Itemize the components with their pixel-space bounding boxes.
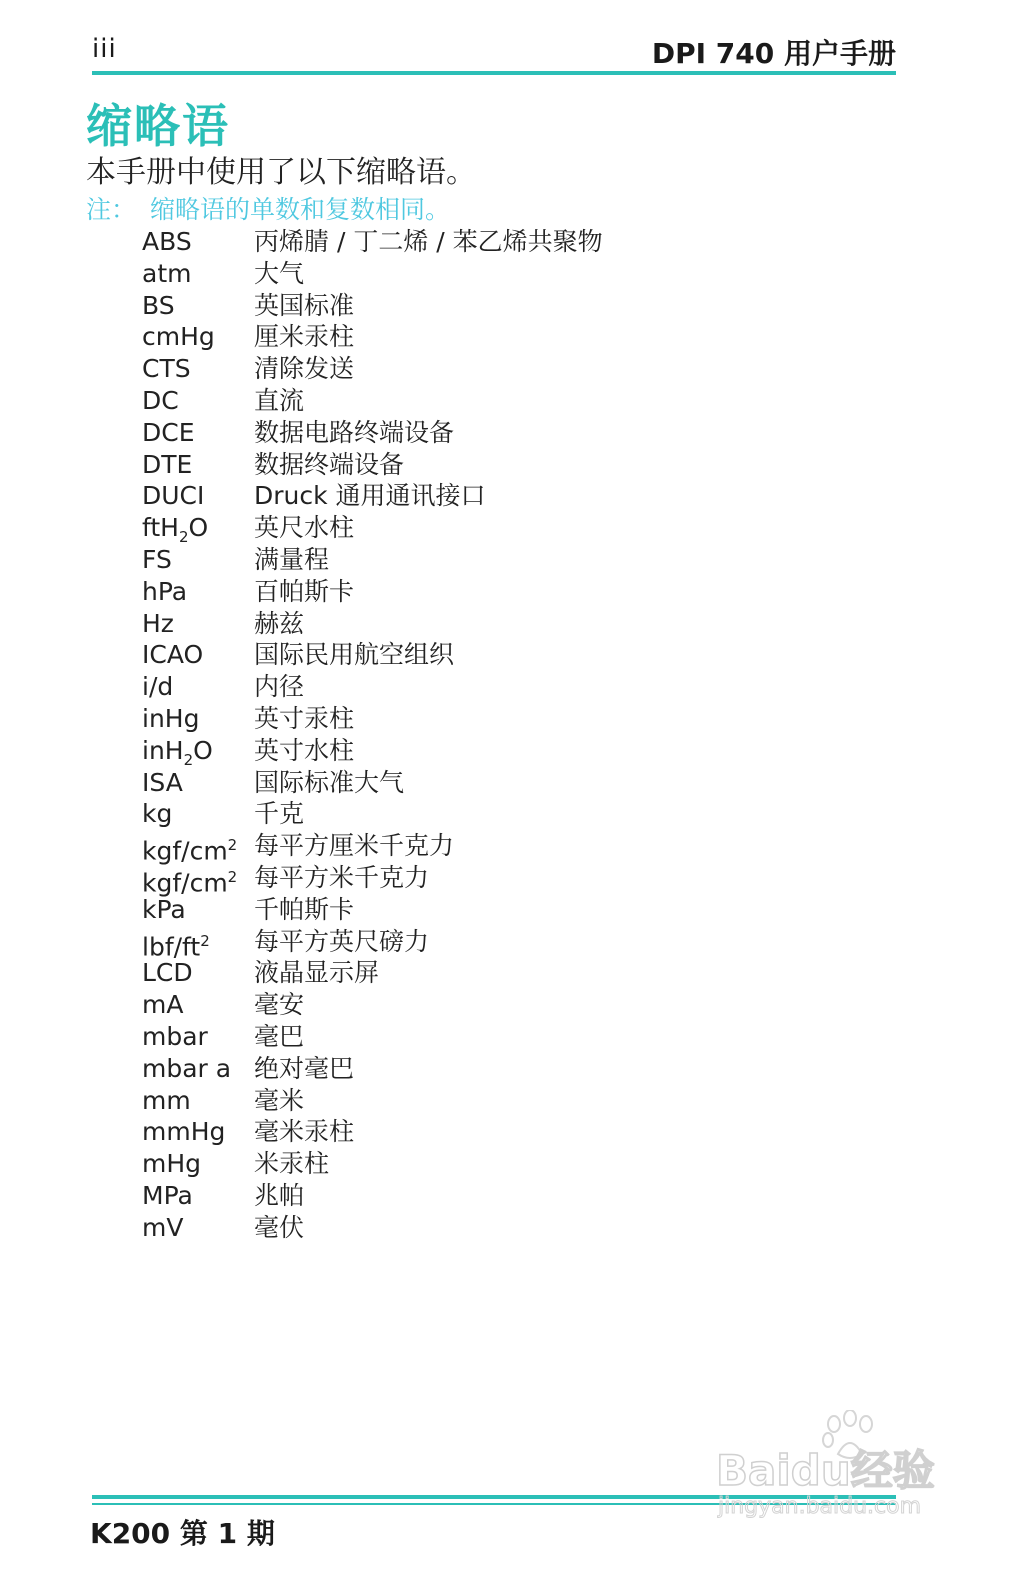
abbreviation-row	[142, 639, 842, 671]
abbreviation-definition: 毫米汞柱	[254, 1117, 355, 1147]
abbreviation-definition: 绝对毫巴	[254, 1053, 355, 1083]
abbreviation-definition: 每平方英尺磅力	[254, 926, 430, 956]
abbreviation-definition: 毫巴	[254, 1021, 305, 1051]
abbreviation-row	[142, 385, 842, 417]
watermark-logo-text: Baidu经验	[716, 1446, 935, 1495]
abbreviation-term: atm	[142, 258, 192, 288]
abbreviation-term: LCD	[142, 958, 193, 988]
abbreviation-definition: 内径	[254, 672, 305, 702]
abbreviation-row	[142, 480, 842, 512]
abbreviation-term: mV	[142, 1212, 184, 1242]
abbreviation-term: inHg	[142, 703, 200, 733]
note	[86, 190, 450, 226]
abbreviation-definition: 英寸水柱	[254, 735, 355, 765]
abbreviation-term: cmHg	[142, 322, 215, 352]
abbreviation-definition: 厘米汞柱	[254, 322, 355, 352]
abbreviation-definition: 国际民用航空组织	[254, 640, 455, 670]
abbreviation-term-superscript: 2	[227, 867, 238, 886]
abbreviation-definition: 丙烯腈 / 丁二烯 / 苯乙烯共聚物	[254, 227, 603, 256]
abbreviation-row	[142, 735, 842, 767]
abbreviation-definition: 英国标准	[254, 290, 355, 320]
abbreviation-term: ISA	[142, 767, 183, 797]
abbreviation-row	[142, 862, 842, 898]
abbreviation-row	[142, 767, 842, 799]
note-text: 缩略语的单数和复数相同。	[150, 195, 451, 224]
abbreviation-row	[142, 1148, 842, 1180]
abbreviation-term: mmHg	[142, 1117, 226, 1147]
abbreviation-row	[142, 226, 842, 258]
abbreviation-row	[142, 671, 842, 703]
abbreviation-definition: 毫伏	[254, 1212, 305, 1242]
abbreviation-term: BS	[142, 290, 175, 320]
abbreviation-row	[142, 576, 842, 608]
section-title: 缩略语	[86, 99, 230, 153]
abbreviation-term: kg	[142, 799, 173, 829]
abbreviation-term-superscript: 2	[227, 836, 238, 855]
abbreviation-row	[142, 703, 842, 735]
abbreviation-row	[142, 449, 842, 481]
abbreviation-term-base: lbf/ft	[142, 931, 201, 961]
abbreviation-row	[142, 1085, 842, 1117]
abbreviation-row	[142, 1212, 842, 1244]
abbreviation-term: FS	[142, 544, 172, 574]
abbreviation-row	[142, 417, 842, 449]
abbreviation-row	[142, 321, 842, 353]
abbreviation-definition: Druck 通用通讯接口	[254, 481, 486, 511]
abbreviation-term-suffix: O	[193, 735, 213, 765]
abbreviation-definition: 英寸汞柱	[254, 703, 355, 733]
abbreviation-row	[142, 608, 842, 640]
abbreviation-definition: 每平方米千克力	[254, 862, 430, 892]
abbreviation-row	[142, 926, 842, 961]
abbreviation-term-subscript: 2	[178, 528, 189, 547]
abbreviation-row	[142, 1180, 842, 1212]
abbreviation-definition: 每平方厘米千克力	[254, 831, 455, 861]
abbreviation-row	[142, 1116, 842, 1148]
abbreviation-row	[142, 512, 842, 547]
abbreviation-term: Hz	[142, 608, 174, 638]
abbreviation-definition: 百帕斯卡	[254, 576, 355, 606]
page-header	[92, 28, 896, 72]
abbreviation-definition: 毫安	[254, 990, 305, 1020]
abbreviation-term: hPa	[142, 576, 188, 606]
baidu-watermark	[712, 1410, 952, 1530]
abbreviation-term: DCE	[142, 417, 195, 447]
abbreviation-term: mA	[142, 990, 184, 1020]
abbreviation-term-suffix: O	[188, 513, 209, 543]
document-title: DPI 740 用户手册	[651, 37, 896, 70]
abbreviation-definition: 赫兹	[254, 608, 305, 638]
abbreviation-row	[142, 894, 842, 926]
abbreviation-term: CTS	[142, 354, 191, 384]
abbreviation-definition: 英尺水柱	[254, 513, 355, 543]
abbreviation-row	[142, 290, 842, 322]
abbreviation-definition: 米汞柱	[254, 1149, 330, 1179]
note-label: 注：	[86, 195, 137, 224]
abbreviation-term: kPa	[142, 894, 186, 924]
abbreviation-term: mbar a	[142, 1053, 232, 1083]
abbreviation-list	[142, 226, 842, 1244]
abbreviation-term: MPa	[142, 1180, 193, 1210]
footer-issue: K200 第 1 期	[90, 1517, 275, 1550]
abbreviation-row	[142, 353, 842, 385]
abbreviation-definition: 毫米	[254, 1085, 305, 1115]
abbreviation-definition: 大气	[254, 258, 305, 288]
abbreviation-row	[142, 258, 842, 290]
abbreviation-row	[142, 830, 842, 866]
abbreviation-row	[142, 1053, 842, 1085]
abbreviation-term: ICAO	[142, 640, 204, 670]
abbreviation-term-base: inH	[142, 735, 184, 765]
abbreviation-row	[142, 1021, 842, 1053]
watermark-url: jingyan.baidu.com	[718, 1494, 922, 1519]
page-number: iii	[92, 34, 117, 64]
abbreviation-definition: 直流	[254, 385, 305, 415]
abbreviation-row	[142, 798, 842, 830]
abbreviation-term: mHg	[142, 1149, 202, 1179]
abbreviation-term: i/d	[142, 672, 174, 702]
abbreviation-definition: 千克	[254, 799, 305, 829]
abbreviation-definition: 国际标准大气	[254, 767, 405, 797]
abbreviation-row	[142, 989, 842, 1021]
abbreviation-term: ABS	[142, 227, 192, 256]
abbreviation-term-subscript: 2	[183, 750, 194, 769]
abbreviation-term: DUCI	[142, 481, 205, 511]
abbreviation-term: DTE	[142, 449, 193, 479]
abbreviation-term: mbar	[142, 1021, 208, 1051]
abbreviation-definition: 数据终端设备	[254, 449, 405, 479]
abbreviation-definition: 兆帕	[254, 1180, 305, 1210]
header-rule	[92, 71, 896, 75]
intro-text: 本手册中使用了以下缩略语。	[86, 155, 476, 190]
abbreviation-term-base: ftH	[142, 513, 179, 543]
abbreviation-term: DC	[142, 385, 179, 415]
abbreviation-definition: 数据电路终端设备	[254, 417, 455, 447]
abbreviation-definition: 液晶显示屏	[254, 958, 380, 988]
abbreviation-row	[142, 957, 842, 989]
abbreviation-term: mm	[142, 1085, 191, 1115]
abbreviation-definition: 清除发送	[254, 354, 355, 384]
abbreviation-definition: 满量程	[254, 544, 330, 574]
abbreviation-term-base: kgf/cm	[142, 868, 228, 898]
abbreviation-term-superscript: 2	[200, 931, 210, 950]
abbreviation-definition: 千帕斯卡	[254, 894, 355, 924]
abbreviation-term-base: kgf/cm	[142, 836, 228, 866]
abbreviation-row	[142, 544, 842, 576]
